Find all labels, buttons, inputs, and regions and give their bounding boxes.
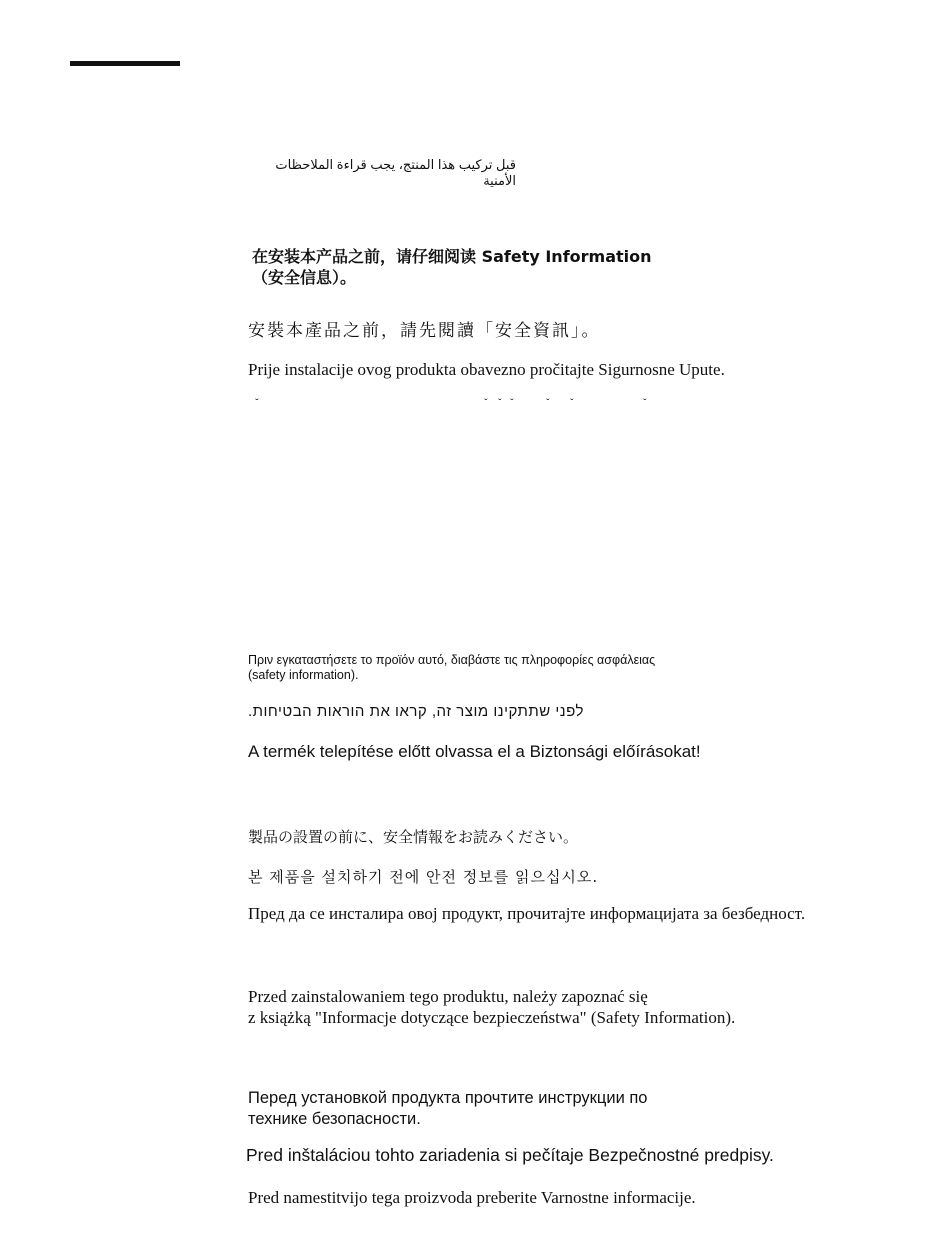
safety-statement-chinese-traditional: 安裝本產品之前，請先閱讀「安全資訊」。 [248,321,601,341]
safety-statement-macedonian: Пред да се инсталира овој продукт, прочитајте информацијата за безбедност. [248,904,806,923]
safety-statement-hungarian: A termék telepítése előtt olvassa el a Biztonsági előírásokat! [248,742,701,761]
safety-statement-russian: Перед установкой продукта прочтите инструкции по технике безопасности. [248,1089,648,1128]
safety-statement-croatian: Prije instalacije ovog produkta obavezno pročitajte Sigurnosne Upute. [248,360,725,379]
safety-statement-czech-marks [255,398,655,412]
safety-statement-chinese-simplified: 在安装本产品之前，请仔细阅读 Safety Information （安全信息）。 [252,247,652,287]
safety-statement-hebrew: לפני שתתקינו מוצר זה, קראו את הוראות הבטיחות. [248,703,584,720]
safety-statement-arabic: قبل تركيب هذا المنتج، يجب قراءة الملاحظات الأمنية [275,157,516,188]
safety-statement-polish: Przed zainstalowaniem tego produktu, należy zapoznać się z książką "Informacje dotyczące bezpieczeństwa" (Safety Information). [248,987,736,1027]
safety-statement-greek: Πριν εγκαταστήσετε το προϊόν αυτό, διαβάστε τις πληροφορίες ασφάλειας (safety information). [248,653,656,682]
caron-mark: ˇ [570,397,574,409]
top-rule [70,61,180,66]
caron-mark: ˇ [510,397,514,409]
safety-statement-slovenian: Pred namestitvijo tega proizvoda preberite Varnostne informacije. [248,1188,696,1207]
safety-statement-korean: 본 제품을 설치하기 전에 안전 정보를 읽으십시오. [248,868,599,886]
safety-statement-japanese: 製品の設置の前に、安全情報をお読みください。 [248,828,579,846]
caron-mark: ˇ [484,397,488,409]
safety-statement-slovak: Pred inštaláciou tohto zariadenia si pečítaje Bezpečnostné predpisy. [246,1145,774,1165]
caron-mark: ˇ [643,397,647,409]
caron-mark: ˇ [255,397,259,409]
caron-mark: ˇ [498,397,502,409]
caron-mark: ˇ [546,397,550,409]
